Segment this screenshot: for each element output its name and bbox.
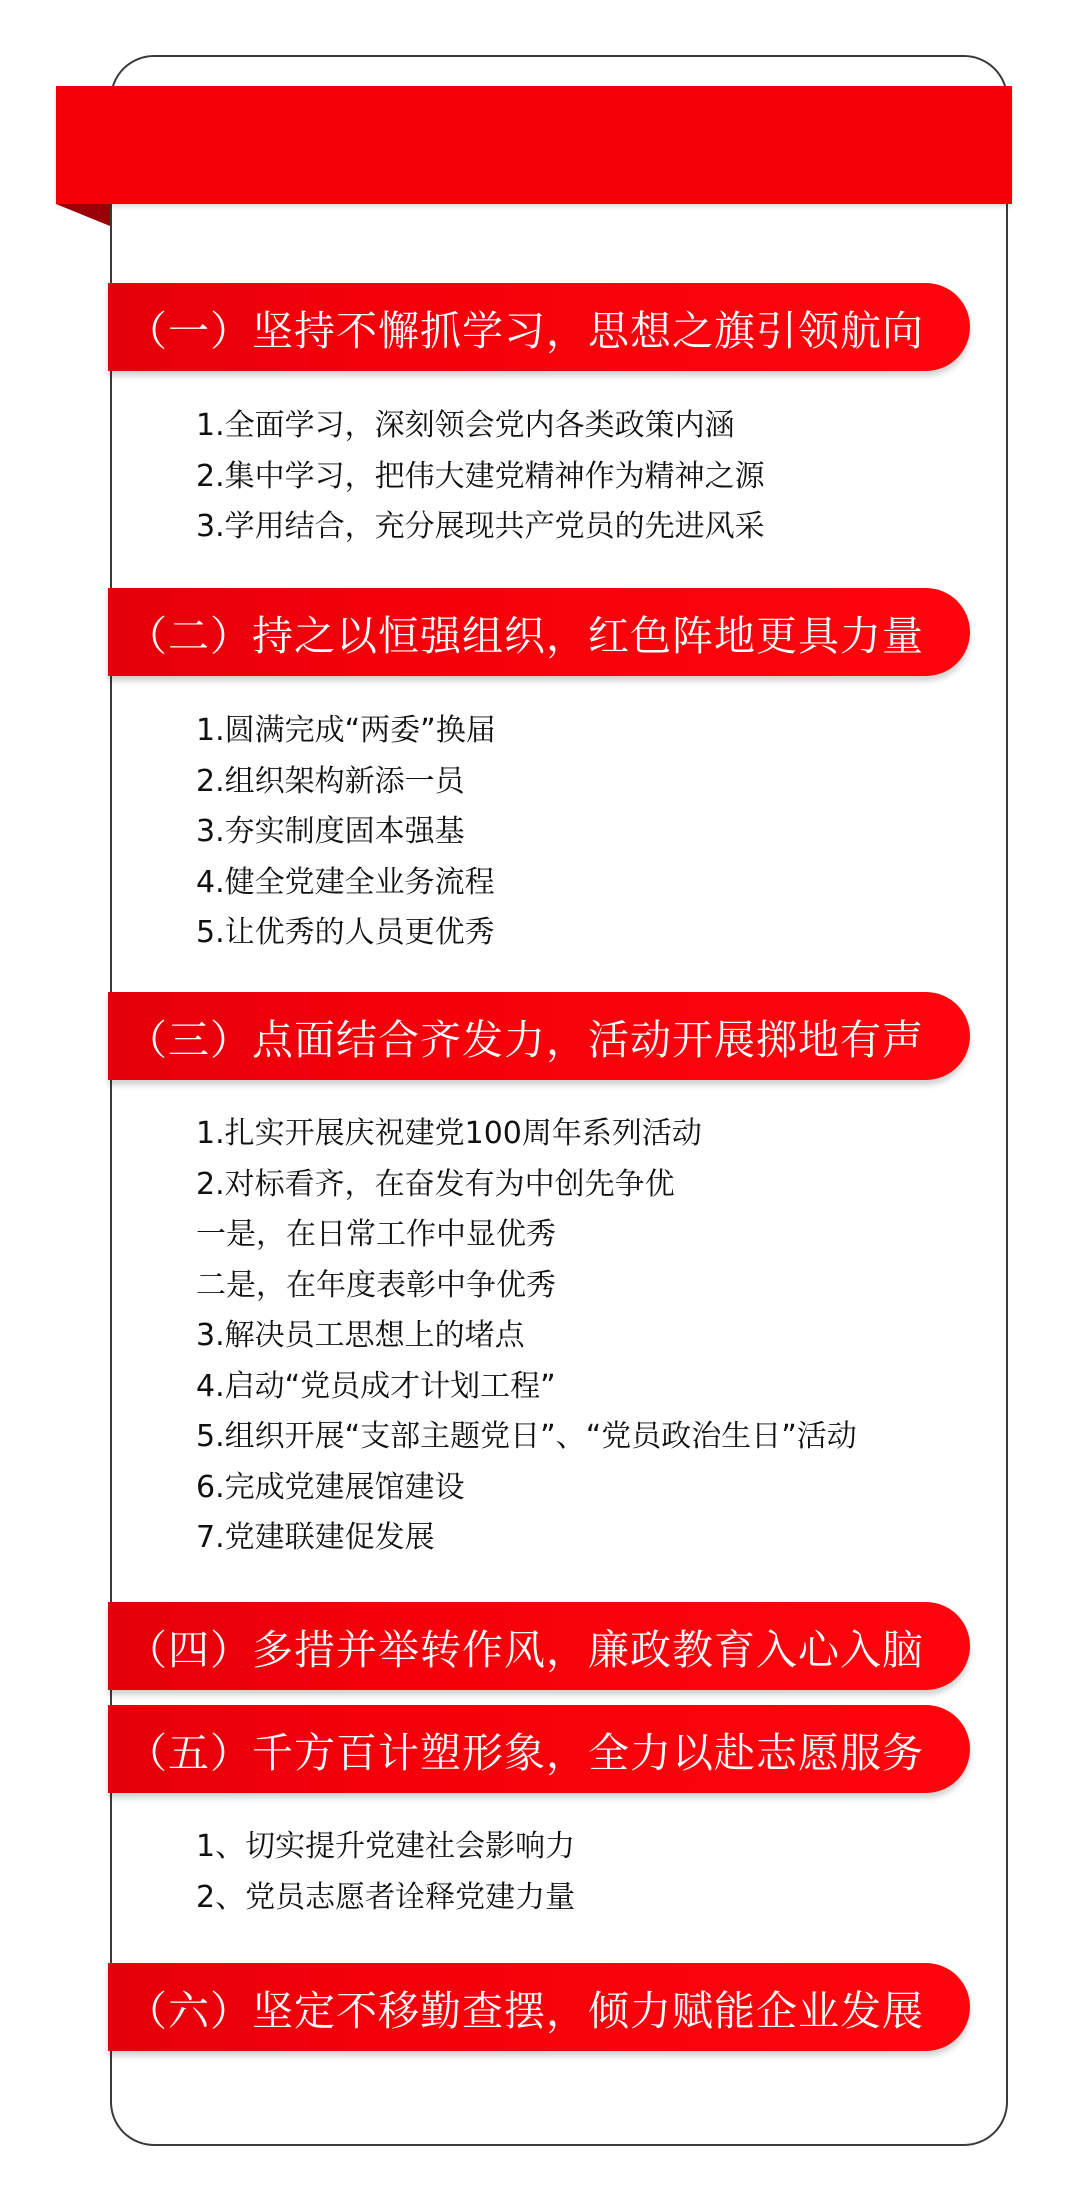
section-list-3 bbox=[196, 1109, 857, 1564]
section-title-2: （二）持之以恒强组织，红色阵地更具力量 bbox=[126, 611, 924, 660]
list-item: 5.组织开展“支部主题党日”、“党员政治生日”活动 bbox=[196, 1419, 857, 1454]
section-header-6 bbox=[108, 1963, 970, 2051]
list-item: 2、党员志愿者诠释党建力量 bbox=[196, 1879, 576, 1915]
list-item: 5.让优秀的人员更优秀 bbox=[196, 915, 495, 950]
section-header-2 bbox=[108, 588, 970, 676]
banner-fold bbox=[56, 204, 110, 226]
section-title-3: （三）点面结合齐发力，活动开展掷地有声 bbox=[126, 1015, 924, 1064]
section-header-3 bbox=[108, 992, 970, 1080]
list-item: 1.全面学习，深刻领会党内各类政策内涵 bbox=[196, 408, 735, 443]
list-item: 2.组织架构新添一员 bbox=[196, 763, 465, 799]
list-item: 3.解决员工思想上的堵点 bbox=[196, 1318, 525, 1353]
list-item: 1.圆满完成“两委”换届 bbox=[196, 713, 496, 748]
list-item: 4.健全党建全业务流程 bbox=[196, 864, 495, 900]
list-item: 二是，在年度表彰中争优秀 bbox=[196, 1267, 556, 1303]
list-item: 1.扎实开展庆祝建党100周年系列活动 bbox=[196, 1116, 702, 1151]
list-item: 3.夯实制度固本强基 bbox=[196, 814, 465, 849]
section-list-2 bbox=[196, 706, 496, 959]
list-item: 6.完成党建展馆建设 bbox=[196, 1469, 465, 1505]
list-item: 4.启动“党员成才计划工程” bbox=[196, 1368, 556, 1404]
section-header-1 bbox=[108, 283, 970, 371]
section-list-1 bbox=[196, 401, 765, 553]
section-title-4: （四）多措并举转作风，廉政教育入心入脑 bbox=[126, 1625, 924, 1674]
section-title-1: （一）坚持不懈抓学习，思想之旗引领航向 bbox=[126, 306, 924, 355]
top-banner bbox=[56, 86, 1012, 204]
section-title-6: （六）坚定不移勤查摆，倾力赋能企业发展 bbox=[126, 1986, 924, 2035]
section-header-4 bbox=[108, 1602, 970, 1690]
list-item: 7.党建联建促发展 bbox=[196, 1520, 435, 1555]
section-header-5 bbox=[108, 1705, 970, 1793]
list-item: 3.学用结合，充分展现共产党员的先进风采 bbox=[196, 509, 765, 544]
section-title-5: （五）千方百计塑形象，全力以赴志愿服务 bbox=[126, 1728, 924, 1777]
list-item: 2.对标看齐，在奋发有为中创先争优 bbox=[196, 1166, 675, 1202]
list-item: 1、切实提升党建社会影响力 bbox=[196, 1829, 576, 1864]
section-list-5 bbox=[196, 1822, 575, 1923]
list-item: 2.集中学习，把伟大建党精神作为精神之源 bbox=[196, 458, 765, 494]
list-item: 一是，在日常工作中显优秀 bbox=[196, 1217, 556, 1252]
